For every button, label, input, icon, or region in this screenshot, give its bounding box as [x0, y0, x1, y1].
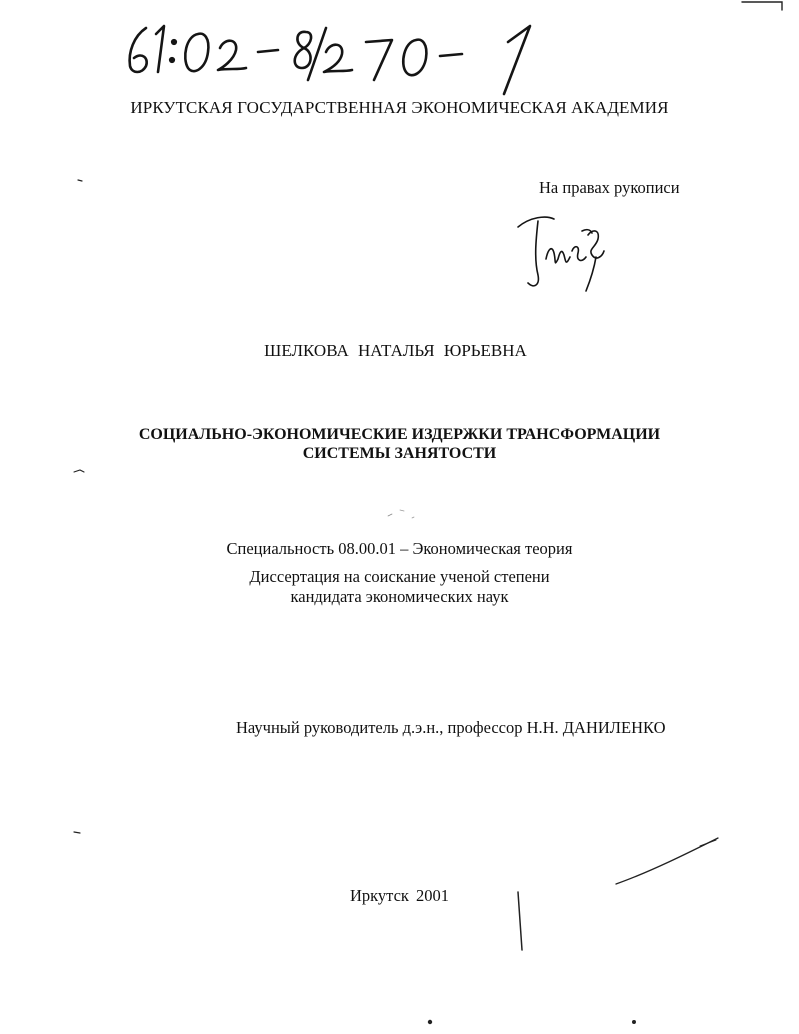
degree-line-1: Диссертация на соискание ученой степени — [249, 567, 550, 586]
specialty-line: Специальность 08.00.01 – Экономическая теория — [226, 539, 573, 558]
city-and-year: Иркутск 2001 — [349, 886, 450, 905]
manuscript-rights-note: На правах рукописи — [539, 178, 680, 197]
signature-image — [512, 205, 612, 297]
dissertation-title-line-1: СОЦИАЛЬНО-ЭКОНОМИЧЕСКИЕ ИЗДЕРЖКИ ТРАНСФОРМАЦИИ — [138, 426, 661, 443]
academy-name: ИРКУТСКАЯ ГОСУДАРСТВЕННАЯ ЭКОНОМИЧЕСКАЯ АКАДЕМИЯ — [130, 98, 669, 117]
scientific-advisor: Научный руководитель д.э.н., профессор Н.Н. ДАНИЛЕНКО — [236, 718, 666, 737]
degree-line-2: кандидата экономических наук — [290, 587, 509, 606]
handwritten-code-image — [120, 8, 550, 98]
author-name: ШЕЛКОВА НАТАЛЬЯ ЮРЬЕВНА — [264, 341, 527, 360]
dissertation-title-line-2: СИСТЕМЫ ЗАНЯТОСТИ — [302, 445, 497, 462]
